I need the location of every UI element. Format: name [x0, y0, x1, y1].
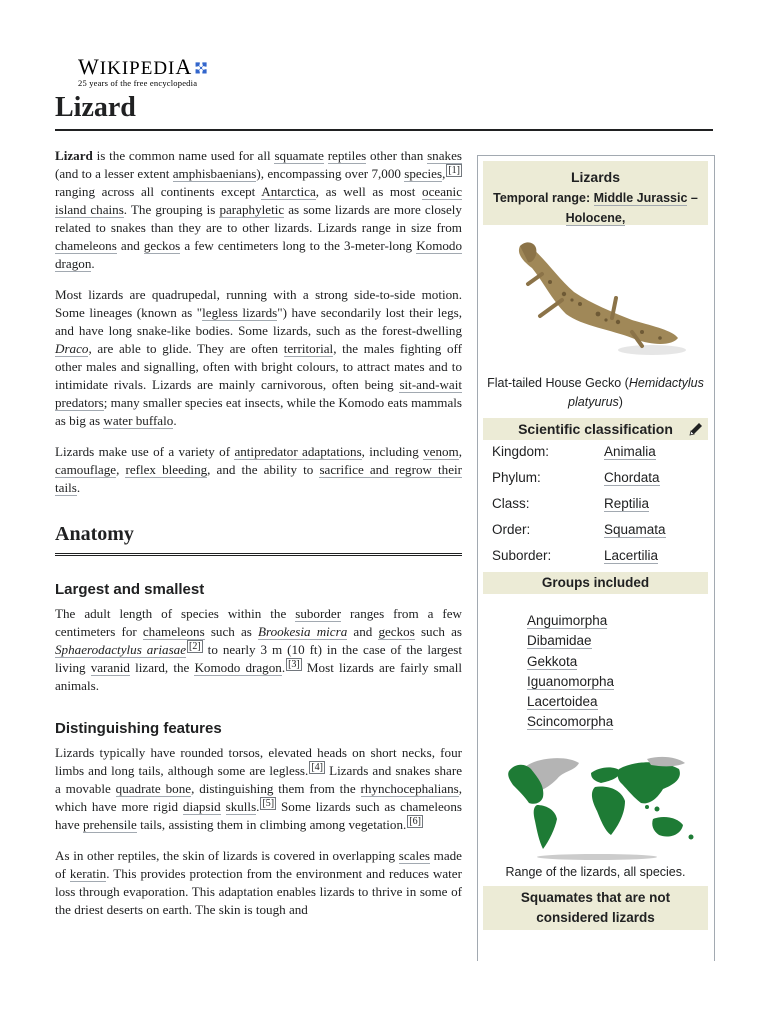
link-suborder[interactable]: suborder: [295, 606, 342, 621]
squamates-not-lizards-header: Squamates that are not considered lizards: [483, 886, 708, 930]
link-sphaerodactylus-ariasae[interactable]: Sphaerodactylus ariasae: [55, 642, 187, 657]
link-amphisbaenians[interactable]: amphisbaenians: [172, 166, 257, 181]
skin-paragraph: As in other reptiles, the skin of lizards is covered in overlapping scales made of keratin. This provides protection from the environment and reduces water loss through evaporation. This adaptation enables lizards to thrive in some of the driest deserts on earth. The skin is tough and: [55, 848, 462, 917]
link-gekkota[interactable]: Gekkota: [527, 653, 578, 669]
infobox: [477, 155, 715, 961]
citation-2[interactable]: [2]: [189, 640, 201, 652]
edit-pencil-icon[interactable]: [688, 421, 704, 437]
link-reptiles[interactable]: reptiles: [327, 148, 367, 163]
link-holocene[interactable]: Holocene,: [565, 211, 626, 225]
link-territorial[interactable]: territorial: [283, 341, 334, 356]
citation-1[interactable]: [1]: [448, 164, 461, 176]
section-heading-anatomy: Anatomy: [55, 525, 462, 556]
wikipedia-logo[interactable]: [78, 54, 210, 88]
link-island-chains[interactable]: island chains: [55, 202, 124, 217]
link-venom[interactable]: venom: [423, 444, 459, 459]
gecko-image[interactable]: [502, 234, 687, 364]
wikipedia-tagline: 25 years of the free encyclopedia: [78, 78, 198, 88]
citation-5[interactable]: [5]: [262, 797, 275, 809]
citation-3[interactable]: [3]: [288, 658, 300, 670]
link-anguimorpha[interactable]: Anguimorpha: [527, 613, 608, 628]
link-scales[interactable]: scales: [398, 848, 430, 863]
link-snakes[interactable]: snakes: [427, 148, 462, 163]
link-geckos-2[interactable]: geckos: [378, 624, 415, 639]
taxonomy-row-suborder: Suborder: Lacertilia: [492, 548, 659, 563]
wikipedia-wordmark: WIKIPEDIA: [78, 54, 210, 80]
link-keratin[interactable]: keratin: [69, 866, 107, 881]
link-chameleons-2[interactable]: chameleons: [142, 624, 205, 639]
link-prehensile[interactable]: prehensile: [83, 817, 137, 832]
link-water-buffalo[interactable]: water buffalo: [103, 413, 174, 428]
link-dibamidae[interactable]: Dibamidae: [527, 633, 592, 649]
link-animalia[interactable]: Animalia: [604, 444, 656, 459]
link-sit-and-wait-predators[interactable]: sit-and-wait predators: [55, 377, 462, 410]
link-quadrate-bone[interactable]: quadrate bone: [115, 781, 192, 796]
link-chordata[interactable]: Chordata: [604, 470, 660, 485]
link-paraphyletic[interactable]: paraphyletic: [219, 202, 285, 217]
scientific-classification-header: Scientific classification: [483, 418, 708, 440]
link-oceanic[interactable]: oceanic: [422, 184, 463, 199]
intro-paragraph-3: Lizards make use of a variety of antipredator adaptations, including venom, camouflage, reflex bleeding, and the ability to sacrifice and regrow their tails.: [55, 444, 463, 495]
citation-4[interactable]: [4]: [311, 761, 323, 773]
link-middle-jurassic[interactable]: Middle Jurassic: [593, 191, 688, 205]
link-varanid[interactable]: varanid: [90, 660, 130, 675]
link-diapsid[interactable]: diapsid: [182, 799, 221, 814]
subsection-heading-distinguishing: Distinguishing features: [55, 720, 222, 737]
taxonomy-row-order: Order: Squamata: [492, 522, 666, 537]
link-chameleons[interactable]: chameleons: [55, 238, 117, 253]
citation-6[interactable]: [6]: [409, 815, 421, 827]
title-divider: [55, 129, 713, 131]
intro-paragraph-1: Lizard is the common name used for all squamate reptiles other than snakes (and to a lesser extent amphisbaenians), encompassing over 7,000 species, [1] ranging across all continents except Antarctica, as well as most oceanic island chains. The grouping is paraphyletic as some lizards are more closely related to snakes than they are to other lizards. Lizards range in size from chameleons and geckos a few centimeters long to the 3-meter-long Komodo dragon.: [55, 148, 463, 271]
intro-paragraph-2: Most lizards are quadrupedal, running with a strong side-to-side motion. Some lineages (known as "legless lizards") have secondarily lost their legs, and have long snake-like bodies. Some lizards, such as the forest-dwelling Draco, are able to glide. They are often territorial, the males fighting off other males and signalling, often with bright colours, to attract mates and to intimidate rivals. Lizards are mainly carnivorous, often being sit-and-wait predators; many smaller species eat insects, while the Komodo eats mammals as big as water buffalo.: [55, 287, 463, 428]
link-sacrifice-and-regrow-tails[interactable]: sacrifice and regrow their tails: [55, 462, 463, 495]
link-antipredator-adaptations[interactable]: antipredator adaptations: [234, 444, 362, 459]
link-reflex-bleeding[interactable]: reflex bleeding: [125, 462, 208, 477]
link-brookesia-micra[interactable]: Brookesia micra: [257, 624, 348, 639]
taxonomy-row-phylum: Phylum: Chordata: [492, 470, 660, 485]
link-reptilia[interactable]: Reptilia: [604, 496, 650, 511]
taxonomy-row-class: Class: Reptilia: [492, 496, 650, 511]
subsection-heading-largest: Largest and smallest: [55, 581, 205, 598]
link-camouflage[interactable]: camouflage: [55, 462, 117, 477]
infobox-title: Lizards: [570, 169, 620, 185]
link-lacertilia[interactable]: Lacertilia: [604, 548, 659, 563]
link-komodo-dragon[interactable]: Komodo dragon: [55, 238, 463, 271]
link-rhynchocephalians[interactable]: rhynchocephalians: [360, 781, 459, 796]
link-lacertoidea[interactable]: Lacertoidea: [527, 694, 598, 710]
distinguishing-paragraph: Lizards typically have rounded torsos, elevated heads on short necks, four limbs and long tails, although some are legless. [4] Lizards and snakes share a movable quadrate bone, distinguishing them from the rhynchocephalians, which have more rigid diapsid skulls. [5] Some lizards such as chameleons have prehensile tails, assisting them in climbing among vegetation. [6]: [55, 745, 463, 832]
page-title: Lizard: [55, 92, 136, 123]
link-legless-lizards[interactable]: legless lizards: [202, 305, 278, 320]
link-iguanomorpha[interactable]: Iguanomorpha: [527, 673, 615, 689]
link-scincomorpha[interactable]: Scincomorpha: [527, 714, 614, 730]
infobox-header: [483, 161, 708, 225]
article-body: [55, 147, 462, 932]
puzzle-globe-icon: [193, 59, 210, 76]
range-map-image[interactable]: [497, 749, 697, 861]
link-squamate[interactable]: squamate: [274, 148, 324, 163]
link-species[interactable]: species: [404, 166, 443, 181]
temporal-range: Temporal range: Middle Jurassic – Holocene,: [493, 191, 698, 225]
link-antarctica[interactable]: Antarctica: [261, 184, 316, 199]
groups-included-header: Groups included: [483, 572, 708, 594]
image-caption: Flat-tailed House Gecko (Hemidactylus platyurus): [487, 376, 704, 409]
link-geckos[interactable]: geckos: [143, 238, 181, 253]
largest-paragraph: The adult length of species within the suborder ranges from a few centimeters for chameleons such as Brookesia micra and geckos such as Sphaerodactylus ariasae [2] to nearly 3 m (10 ft) in the case of the largest living varanid lizard, the Komodo dragon. [3] Most lizards are fairly small animals.: [55, 606, 462, 693]
taxonomy-row-kingdom: Kingdom: Animalia: [492, 444, 656, 459]
link-squamata[interactable]: Squamata: [604, 522, 666, 537]
link-draco[interactable]: Draco: [55, 341, 89, 356]
link-komodo-dragon-2[interactable]: Komodo dragon: [194, 660, 282, 675]
groups-list: [527, 611, 614, 733]
link-skulls[interactable]: skulls: [225, 799, 257, 814]
map-caption: Range of the lizards, all species.: [505, 865, 686, 879]
